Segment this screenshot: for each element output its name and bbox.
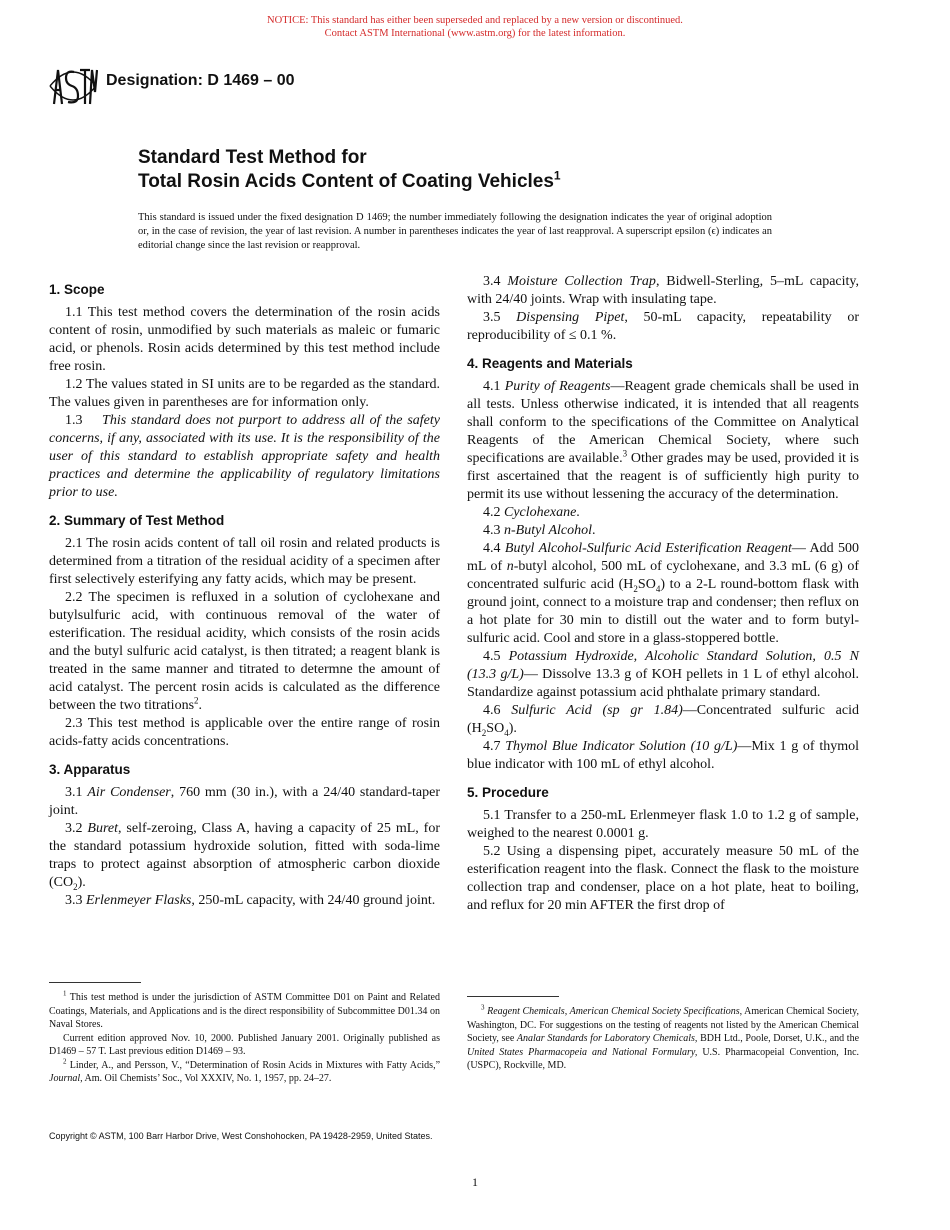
footnote-3-title: Reagent Chemicals, American Chemical Society Specifications bbox=[487, 1006, 740, 1017]
para-4-3-num: 4.3 bbox=[483, 523, 501, 538]
intro-paragraph: This standard is issued under the fixed designation D 1469; the number immediately following the designation indicates the year of original adoption or, in the case of revision, the year of last revision. A number in parentheses indicates the year of last reapproval. A superscript epsilon (ϵ) indicates an editorial change since the last revision or reapproval. bbox=[138, 212, 772, 251]
para-2-2-end: . bbox=[198, 698, 203, 713]
para-1-1: 1.1 This test method covers the determination of the rosin acids content of rosin, unmodified by such materials as maleic or fumaric acid, or phenols. Rosin acids determined by this test method include free rosin. bbox=[49, 305, 440, 374]
para-1-3 bbox=[49, 412, 440, 502]
para-4-6-a: —Concentrated sulfuric acid (H bbox=[467, 703, 860, 736]
footnote-rule-left bbox=[49, 982, 141, 983]
para-4-4-d: ) to a 2-L round-bottom flask with ground joint, connect to a moisture trap and condenser; then reflux on a hot plate for 30 min to distill out the water and to form butyl-sulfuric acid. Cool and store in a glass-stoppered bottle. bbox=[467, 577, 859, 646]
document-title bbox=[138, 146, 561, 194]
para-4-4-sub2: 4 bbox=[655, 583, 661, 594]
para-4-6-num: 4.6 bbox=[483, 703, 501, 718]
para-4-2-end: . bbox=[576, 505, 580, 520]
para-4-1-num: 4.1 bbox=[483, 379, 501, 394]
para-3-3-text: , 250-mL capacity, with 24/40 ground joint. bbox=[191, 893, 436, 908]
para-4-5 bbox=[467, 648, 859, 702]
para-3-4-num: 3.4 bbox=[483, 274, 501, 289]
footnote-1-continued: Current edition approved Nov. 10, 2000. Published January 2001. Originally published as D1469 – 57 T. Last previous edition D1469 – 93. bbox=[49, 1032, 440, 1057]
para-4-4 bbox=[467, 540, 859, 648]
para-1-3-num: 1.3 bbox=[65, 413, 83, 428]
para-4-3 bbox=[467, 522, 859, 540]
footnote-2 bbox=[49, 1059, 440, 1086]
para-2-1: 2.1 The rosin acids content of tall oil rosin and related products is determined from a titration of the residual acidity of a specimen after first selectively esterifying any fatty acids, which may be present. bbox=[49, 536, 440, 587]
para-3-2-num: 3.2 bbox=[65, 821, 83, 836]
footnote-3-mark: 3 bbox=[481, 1003, 485, 1012]
title-footnote-mark: 1 bbox=[553, 168, 561, 183]
para-3-2-end: ). bbox=[77, 875, 86, 890]
para-4-6-sub1: 2 bbox=[481, 727, 487, 738]
para-4-3-term: n-Butyl Alcohol bbox=[504, 523, 592, 538]
para-3-3-num: 3.3 bbox=[65, 893, 83, 908]
para-4-4-b: -butyl alcohol, 500 mL of cyclohexane, and 3.3 mL (6 g) of concentrated sulfuric acid (H bbox=[467, 559, 859, 592]
footnote-3-c: U.S. Pharmacopeial Convention, Inc. (USPC), Rockville, MD. bbox=[467, 1046, 860, 1071]
para-4-7-text: —Mix 1 g of thymol blue indicator with 100 mL of ethyl alcohol. bbox=[467, 739, 860, 772]
para-4-4-n: n bbox=[506, 559, 514, 574]
para-3-3 bbox=[49, 892, 440, 910]
footnote-3-a: , American Chemical Society, Washington, DC. For suggestions on the testing of reagents not listed by the American Chemical Society, see bbox=[467, 1006, 859, 1044]
para-4-7-term: Thymol Blue Indicator Solution (10 g/L) bbox=[505, 739, 738, 754]
para-4-5-term: Potassium Hydroxide, Alcoholic Standard Solution, 0.5 N (13.3 g/L) bbox=[467, 649, 859, 682]
para-4-4-c: SO bbox=[637, 577, 656, 592]
astm-logo bbox=[48, 64, 98, 108]
para-4-4-sub1: 2 bbox=[633, 583, 638, 594]
para-4-6-term: Sulfuric Acid (sp gr 1.84) bbox=[511, 703, 683, 718]
copyright: Copyright © ASTM, 100 Barr Harbor Drive, West Conshohocken, PA 19428-2959, United States. bbox=[49, 1131, 433, 1141]
para-4-6 bbox=[467, 702, 859, 738]
footnote-3 bbox=[467, 1005, 859, 1073]
para-4-1 bbox=[467, 378, 859, 504]
para-4-1-text: —Reagent grade chemicals shall be used in all tests. Unless otherwise indicated, it is intended that all reagents shall conform to the specifications of the Committee on Analytical Reagents of the American Chemical Society, where such specifications are available. bbox=[467, 379, 860, 466]
para-4-4-num: 4.4 bbox=[483, 541, 501, 556]
footnote-3-title2: Analar Standards for Laboratory Chemicals, bbox=[516, 1033, 698, 1044]
para-3-4 bbox=[467, 273, 859, 309]
para-4-2 bbox=[467, 504, 859, 522]
para-4-7-num: 4.7 bbox=[483, 739, 501, 754]
para-4-5-num: 4.5 bbox=[483, 649, 501, 664]
para-4-1-end: Other grades may be used, provided it is first ascertained that the reagent is of sufficiently high purity to permit its use without lessening the accuracy of the determination. bbox=[467, 451, 860, 502]
section-3-heading: 3. Apparatus bbox=[49, 762, 131, 777]
para-4-7 bbox=[467, 738, 859, 774]
footnote-3-b: BDH Ltd., Poole, Dorset, U.K., and the bbox=[697, 1033, 860, 1044]
footnote-3-title3: United States Pharmacopeia and National Formulary, bbox=[467, 1046, 698, 1058]
footnote-1-text: This test method is under the jurisdiction of ASTM Committee D01 on Paint and Related Coatings, Materials, and Applications and is the direct responsibility of Subcommittee D01.34 on Naval Stores. bbox=[49, 992, 440, 1030]
footnote-2-journal: Journal, bbox=[49, 1073, 83, 1084]
footnote-rule-right bbox=[467, 996, 559, 997]
right-column bbox=[467, 273, 859, 915]
para-3-5 bbox=[467, 309, 859, 345]
title-line-2 bbox=[138, 170, 561, 194]
para-3-4-term: Moisture Collection Trap bbox=[507, 274, 656, 289]
notice-line-2: Contact ASTM International (www.astm.org) for the latest information. bbox=[324, 28, 626, 39]
para-3-5-num: 3.5 bbox=[483, 310, 501, 325]
para-4-6-sub2: 4 bbox=[504, 727, 509, 738]
footnote-1 bbox=[49, 991, 440, 1032]
para-2-2 bbox=[49, 589, 440, 715]
footnote-2-mark: 2 bbox=[63, 1057, 67, 1066]
para-4-3-end: . bbox=[592, 523, 596, 538]
title-line-1: Standard Test Method for bbox=[138, 147, 367, 168]
section-5-heading: 5. Procedure bbox=[467, 785, 549, 800]
para-2-3: 2.3 This test method is applicable over the entire range of rosin acids-fatty acids concentrations. bbox=[49, 716, 440, 749]
page-number: 1 bbox=[472, 1175, 478, 1189]
para-4-6-b: SO bbox=[486, 721, 505, 736]
footnotes-left bbox=[49, 991, 440, 1086]
para-4-6-end: ). bbox=[508, 721, 517, 736]
footnote-ref-2: 2 bbox=[194, 695, 199, 706]
para-3-1-num: 3.1 bbox=[65, 785, 83, 800]
para-3-5-text: , 50-mL capacity, repeatability or reproducibility of ≤ 0.1 %. bbox=[467, 310, 860, 343]
para-4-5-text: — Dissolve 13.3 g of KOH pellets in 1 L of ethyl alcohol. Standardize against potassium acid phthalate primary standard. bbox=[467, 667, 860, 700]
para-2-2-text: 2.2 The specimen is refluxed in a solution of cyclohexane and butylsulfuric acid, with continuous removal of the water of esterification. The residual acidity, which consists of the rosin acids and the butyl sulfuric acid catalyst, is then titrated; a reagent blank is treated in the same manner and titrated to determne the amount of acid catalyst. The percent rosin acids is calculated as the difference between the two titrations bbox=[49, 590, 440, 713]
para-3-2 bbox=[49, 820, 440, 892]
designation: Designation: D 1469 – 00 bbox=[106, 72, 295, 89]
notice-line-1: NOTICE: This standard has either been superseded and replaced by a new version or discontinued. bbox=[267, 15, 683, 26]
para-3-1 bbox=[49, 784, 440, 820]
para-4-2-num: 4.2 bbox=[483, 505, 501, 520]
para-1-2: 1.2 The values stated in SI units are to be regarded as the standard. The values given in parentheses are for information only. bbox=[49, 377, 440, 410]
left-column bbox=[49, 273, 440, 910]
para-3-3-term: Erlenmeyer Flasks bbox=[86, 893, 192, 908]
footnote-2-text-end: Am. Oil Chemists’ Soc., Vol XXXIV, No. 1, 1957, pp. 24–27. bbox=[82, 1073, 332, 1084]
para-4-4-a: — Add 500 mL of bbox=[467, 541, 859, 574]
para-3-2-term: Buret bbox=[87, 821, 119, 836]
section-2-heading: 2. Summary of Test Method bbox=[49, 513, 225, 528]
para-4-4-term: Butyl Alcohol-Sulfuric Acid Esterification Reagent bbox=[504, 541, 792, 556]
title-line-2-text: Total Rosin Acids Content of Coating Vehicles bbox=[138, 171, 554, 192]
para-1-3-text: This standard does not purport to address all of the safety concerns, if any, associated with its use. It is the responsibility of the user of this standard to establish appropriate safety and health practices and determine the applicability of regulatory limitations prior to use. bbox=[49, 413, 440, 500]
para-3-1-text: , 760 mm (30 in.), with a 24/40 standard-taper joint. bbox=[49, 785, 440, 818]
footnote-2-text: Linder, A., and Persson, V., “Determination of Rosin Acids in Mixtures with Fatty Acids,” bbox=[69, 1059, 441, 1071]
footnote-ref-3: 3 bbox=[622, 448, 628, 459]
para-4-2-term: Cyclohexane bbox=[504, 505, 577, 520]
para-5-1: 5.1 Transfer to a 250-mL Erlenmeyer flask 1.0 to 1.2 g of sample, weighed to the nearest 0.0001 g. bbox=[467, 808, 859, 841]
para-5-2: 5.2 Using a dispensing pipet, accurately measure 50 mL of the esterification reagent into the flask. Connect the flask to the moisture collection trap and condenser, place on a hot plate, heat to boiling, and reflux for 20 min AFTER the first drop of bbox=[467, 844, 859, 913]
para-3-2-text: , self-zeroing, Class A, having a capacity of 25 mL, for the standard potassium hydroxide solution, fitted with soda-lime traps to protect against absorption of atmospheric carbon dioxide (CO bbox=[49, 821, 441, 890]
para-3-4-text: , Bidwell-Sterling, 5–mL capacity, with 24/40 joints. Wrap with insulating tape. bbox=[467, 274, 860, 307]
footnotes-right bbox=[467, 1005, 859, 1073]
para-3-1-term: Air Condenser bbox=[87, 785, 171, 800]
para-3-2-sub: 2 bbox=[73, 881, 78, 892]
section-4-heading: 4. Reagents and Materials bbox=[467, 356, 633, 371]
para-4-1-term: Purity of Reagents bbox=[504, 379, 611, 394]
section-1-heading: 1. Scope bbox=[49, 282, 105, 297]
para-3-5-term: Dispensing Pipet bbox=[516, 310, 625, 325]
footnote-1-mark: 1 bbox=[63, 989, 67, 998]
